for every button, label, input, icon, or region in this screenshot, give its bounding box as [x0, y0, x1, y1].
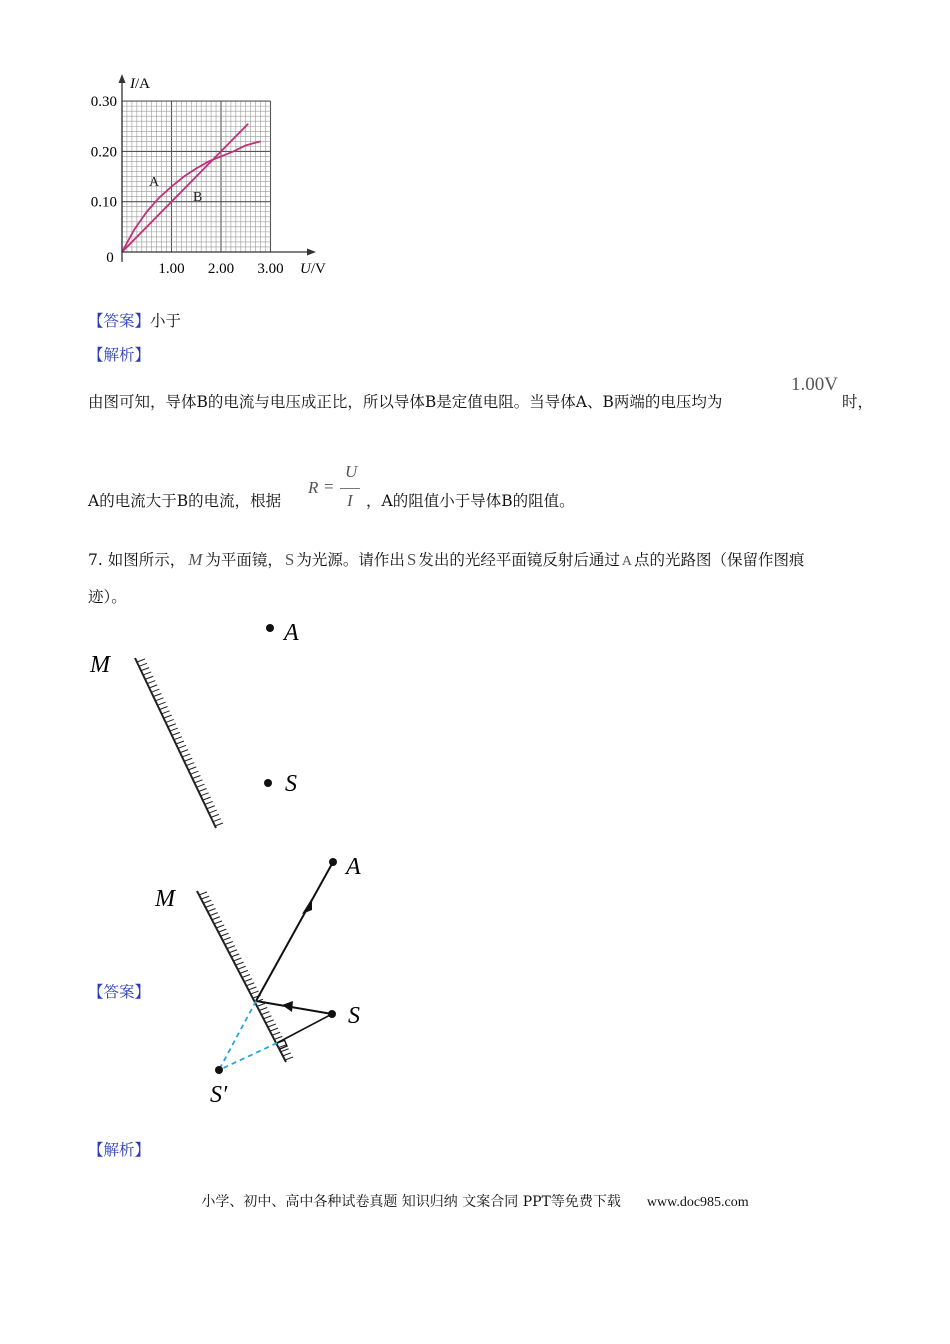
hatch-line	[141, 668, 149, 671]
ohm-formula	[306, 462, 362, 516]
hatch-line	[190, 771, 198, 774]
footer-url[interactable]: www.doc985.com	[646, 1195, 749, 1210]
hatch-line	[188, 767, 196, 770]
hatch-line	[264, 1016, 272, 1019]
hatch-line	[201, 896, 209, 899]
hatch-line	[139, 663, 147, 666]
hatch-line	[221, 933, 229, 936]
hatch-line	[212, 917, 220, 920]
hatch-line	[180, 750, 188, 753]
hatch-line	[168, 724, 176, 727]
question-7-line-2: 迹）。	[88, 588, 127, 606]
hatch-line	[158, 702, 166, 705]
hatch-line	[216, 925, 224, 928]
footer-text: 小学、初中、高中各种试卷真题 知识归纳 文案合同 PPT等免费下载	[201, 1194, 621, 1210]
q7-sym-a: A	[621, 554, 632, 569]
hatch-line	[207, 806, 215, 809]
hatch-line	[182, 754, 190, 757]
hatch-line	[160, 706, 168, 709]
hatch-line	[164, 715, 172, 718]
mirror-figure-question	[80, 610, 340, 845]
point-a-1	[266, 624, 274, 632]
mirror-1	[135, 658, 216, 828]
point-s-image	[215, 1066, 223, 1074]
q7-sym-m: M	[188, 550, 203, 569]
q7-text-d: 发出的光经平面镜反射后通过	[418, 551, 620, 569]
q7-text-a: 7. 如图所示，	[88, 551, 186, 569]
hatch-line	[137, 659, 145, 662]
hatch-line	[283, 1053, 291, 1056]
hatch-line	[227, 946, 235, 949]
series-label-a: A	[149, 175, 160, 190]
x-tick-label: 1.00	[158, 261, 185, 277]
x-axis-label: U/V	[300, 261, 326, 277]
point-a-2-label: A	[346, 854, 361, 880]
hatch-line	[268, 1024, 276, 1027]
hatch-line	[199, 892, 207, 895]
q7-sym-s-2: S	[406, 550, 417, 569]
hatch-line	[246, 983, 254, 986]
q7-text-c: 为光源。请作出	[296, 551, 405, 569]
question-7-line-1	[88, 549, 805, 573]
dashed-virtual-ray	[219, 1001, 256, 1070]
iv-chart	[80, 70, 340, 280]
hatch-line	[229, 950, 237, 953]
answer-tag-2: 【答案】	[88, 983, 151, 1001]
y-axis-arrow	[119, 74, 126, 83]
hatch-line	[151, 689, 159, 692]
hatch-line	[155, 698, 163, 701]
y-tick-label: 0.10	[90, 194, 117, 211]
hatch-line	[259, 1008, 267, 1011]
hatch-line	[205, 801, 213, 804]
formula-u: U	[345, 462, 358, 481]
reflected-ray-arrow	[302, 898, 312, 914]
analysis-line-1-end: 时，	[842, 393, 874, 411]
q7-text-b: 为平面镜，	[205, 551, 283, 569]
point-s-image-label: S′	[210, 1082, 228, 1108]
point-s-2	[328, 1010, 336, 1018]
hatch-line	[166, 719, 174, 722]
hatch-line	[197, 784, 205, 787]
hatch-line	[199, 788, 207, 791]
analysis-line-2-end: ，A的阻值小于导体B的阻值。	[366, 492, 575, 510]
mirror-1-label: M	[90, 652, 110, 678]
formula-i: I	[347, 491, 353, 510]
q7-text-e: 点的光路图（保留作图痕	[634, 551, 805, 569]
mirror-1-hatching	[137, 659, 223, 826]
mirror-2-label: M	[155, 886, 175, 912]
hatch-line	[225, 942, 233, 945]
hatch-line	[215, 823, 223, 826]
hatch-line	[210, 913, 218, 916]
answer-tag: 【答案】	[88, 312, 151, 330]
mirror-figure-answer	[150, 850, 390, 1110]
hatch-line	[194, 780, 202, 783]
hatch-line	[145, 676, 153, 679]
formula-bar	[340, 488, 360, 489]
point-s-1	[264, 779, 272, 787]
hatch-line	[218, 929, 226, 932]
mirror-2-hatching	[199, 892, 293, 1060]
hatch-line	[214, 921, 222, 924]
hatch-line	[184, 758, 192, 761]
hatch-line	[257, 1003, 265, 1006]
hatch-line	[213, 819, 221, 822]
x-axis-arrow	[307, 249, 316, 256]
reflected-ray	[256, 862, 333, 1001]
mirror-2	[197, 891, 286, 1062]
hatch-line	[236, 962, 244, 965]
series-line-b	[122, 124, 248, 252]
x-tick-label: 2.00	[207, 261, 235, 277]
hatch-line	[178, 745, 186, 748]
q7-sym-s: S	[284, 550, 295, 569]
hatch-line	[143, 672, 151, 675]
hatch-line	[162, 711, 170, 714]
x-tick-label: 3.00	[257, 261, 284, 277]
analysis-line-1-text: 由图可知，导体B的电流与电压成正比，所以导体B是定值电阻。当导体A、B两端的电压均为	[88, 393, 723, 411]
y-tick-label: 0.30	[90, 94, 117, 111]
answer-text: 小于	[150, 312, 182, 330]
footer	[0, 1191, 950, 1211]
hatch-line	[203, 797, 211, 800]
point-s-1-label: S	[285, 771, 297, 797]
analysis-line-1	[88, 391, 722, 413]
point-a-1-label: A	[284, 620, 299, 646]
point-s-2-label: S	[348, 1003, 360, 1029]
series-label-b: B	[193, 190, 203, 205]
formula-eq: =	[324, 477, 334, 496]
hatch-line	[176, 741, 184, 744]
dashed-image-line	[219, 1043, 277, 1070]
hatch-line	[203, 900, 211, 903]
hatch-line	[261, 1012, 269, 1015]
hatch-line	[251, 991, 259, 994]
origin-label: 0	[106, 250, 114, 266]
point-a-2	[329, 858, 337, 866]
hatch-line	[172, 732, 180, 735]
hatch-line	[248, 987, 256, 990]
hatch-line	[233, 958, 241, 961]
hatch-line	[270, 1028, 278, 1031]
hatch-line	[201, 793, 209, 796]
y-axis-label: I/A	[130, 76, 150, 92]
analysis-line-2-start: A的电流大于B的电流，根据	[88, 492, 282, 510]
hatch-line	[153, 694, 161, 697]
hatch-line	[244, 979, 252, 982]
hatch-line	[272, 1032, 280, 1035]
hatch-line	[242, 975, 250, 978]
hatch-line	[231, 954, 239, 957]
answer-1	[88, 310, 181, 332]
hatch-line	[149, 685, 157, 688]
hatch-line	[174, 737, 182, 740]
hatch-line	[240, 970, 248, 973]
hatch-line	[147, 681, 155, 684]
hatch-line	[238, 966, 246, 969]
perpendicular-line	[277, 1014, 332, 1043]
hatch-line	[209, 810, 217, 813]
hatch-line	[266, 1020, 274, 1023]
y-tick-label: 0.20	[90, 144, 117, 161]
hatch-line	[281, 1049, 289, 1052]
formula-r: R	[308, 478, 319, 497]
hatch-line	[186, 763, 194, 766]
hatch-line	[170, 728, 178, 731]
hatch-line	[192, 776, 200, 779]
hatch-line	[205, 904, 213, 907]
analysis-tag-2: 【解析】	[88, 1141, 151, 1159]
hatch-line	[285, 1057, 293, 1060]
hatch-line	[208, 909, 216, 912]
math-voltage: 1.00V	[791, 374, 838, 395]
hatch-line	[223, 937, 231, 940]
analysis-tag-1: 【解析】	[88, 346, 151, 364]
hatch-line	[211, 814, 219, 817]
hatch-line	[274, 1036, 282, 1039]
